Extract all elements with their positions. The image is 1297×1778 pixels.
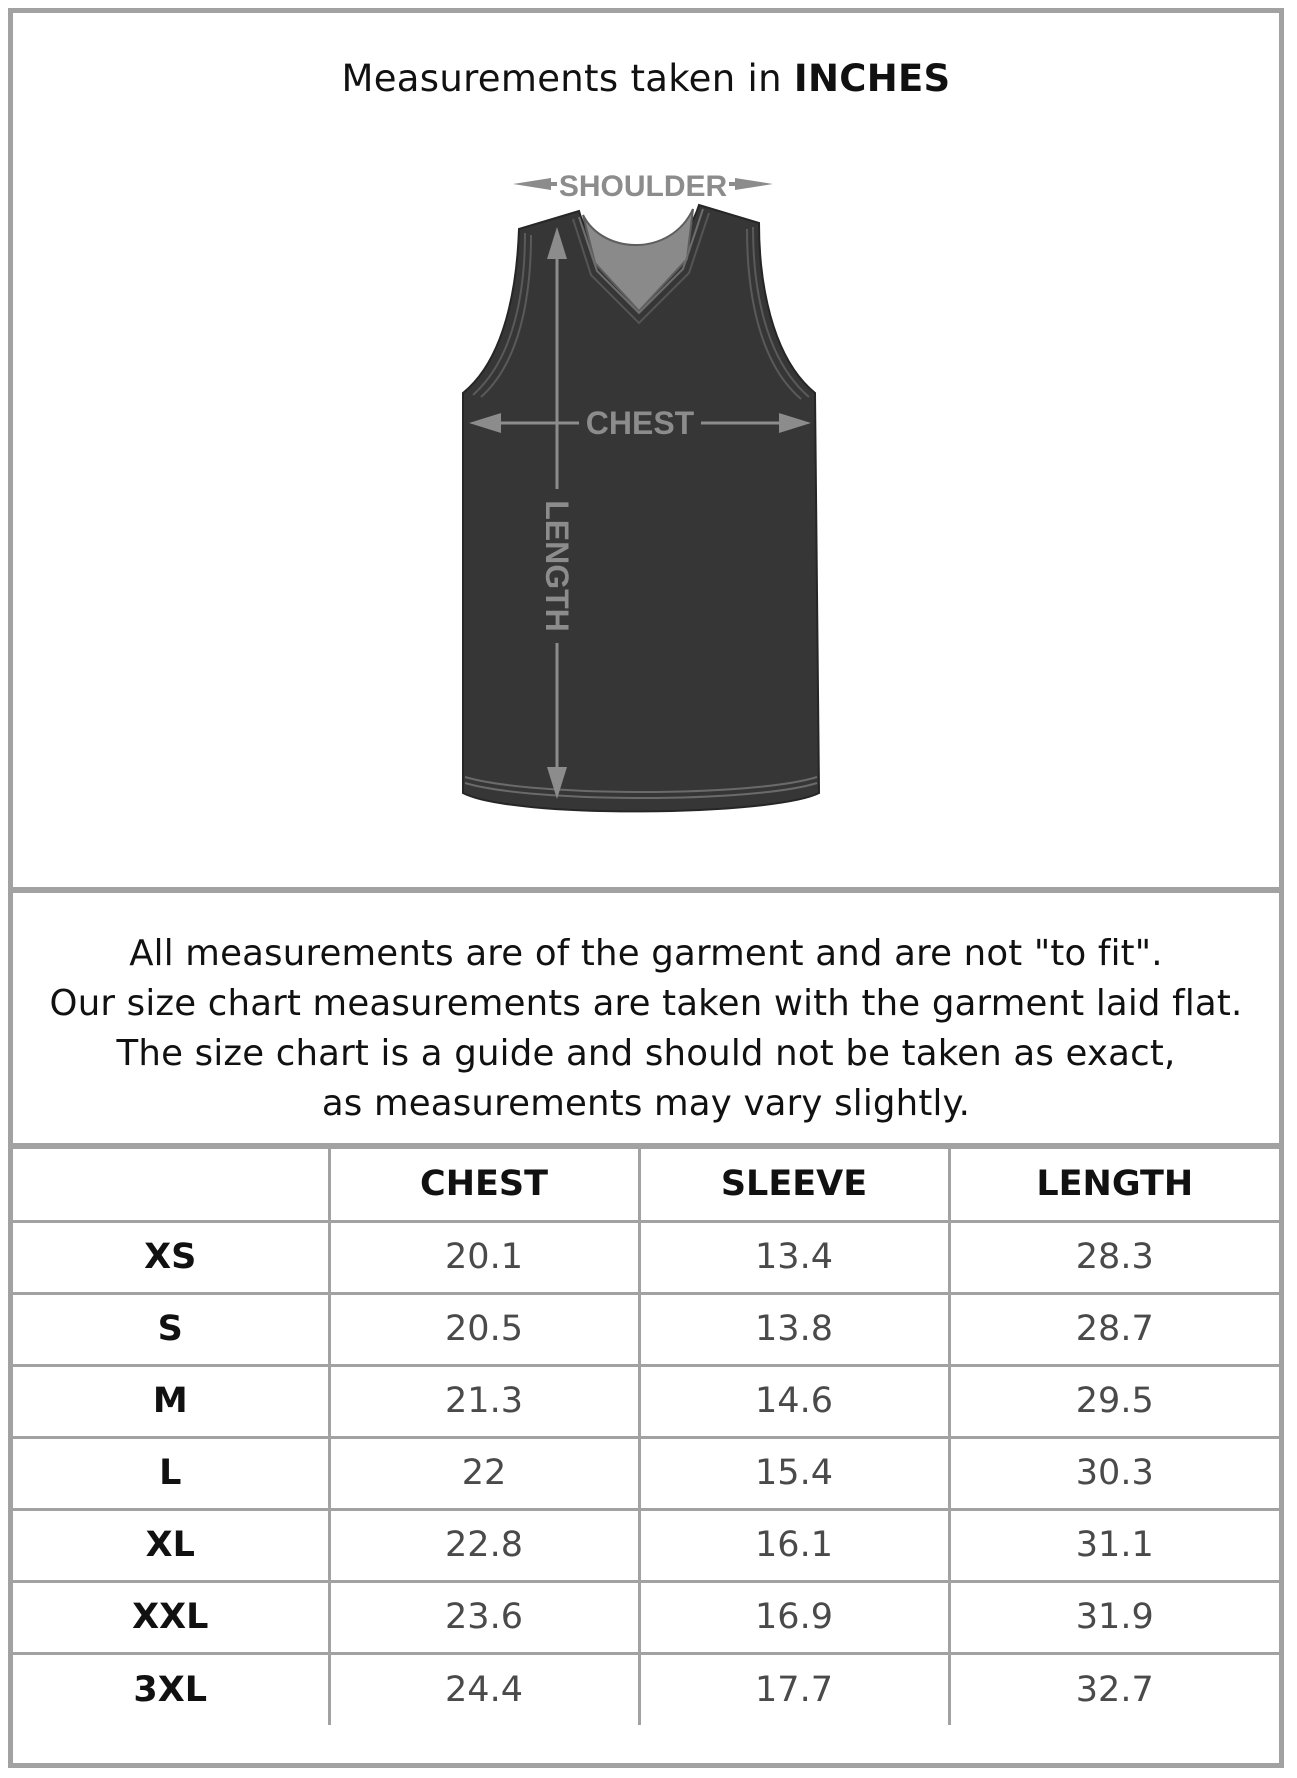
table-row — [13, 1653, 1279, 1725]
size-label: XS — [13, 1221, 329, 1293]
table-row — [13, 1293, 1279, 1365]
size-table — [13, 1149, 1279, 1725]
length-label: LENGTH — [539, 500, 575, 632]
table-row — [13, 1509, 1279, 1581]
size-label: XL — [13, 1509, 329, 1581]
length-value: 30.3 — [949, 1437, 1279, 1509]
size-label: 3XL — [13, 1653, 329, 1725]
note-line: as measurements may vary slightly. — [321, 1083, 971, 1124]
table-row — [13, 1437, 1279, 1509]
chest-value: 22 — [329, 1437, 639, 1509]
tank-top-diagram — [13, 13, 1279, 883]
size-label: L — [13, 1437, 329, 1509]
note-line: Our size chart measurements are taken with the garment laid flat. — [49, 983, 1243, 1024]
chest-value: 22.8 — [329, 1509, 639, 1581]
table-row — [13, 1581, 1279, 1653]
sleeve-value: 16.1 — [639, 1509, 949, 1581]
size-label: M — [13, 1365, 329, 1437]
column-header-length: LENGTH — [949, 1149, 1279, 1221]
size-chart-sheet — [8, 8, 1284, 1768]
diagram-panel — [13, 13, 1279, 893]
sleeve-value: 13.4 — [639, 1221, 949, 1293]
chest-value: 20.5 — [329, 1293, 639, 1365]
note-line: The size chart is a guide and should not be taken as exact, — [116, 1033, 1176, 1074]
chest-value: 20.1 — [329, 1221, 639, 1293]
chest-value: 24.4 — [329, 1653, 639, 1725]
sleeve-value: 17.7 — [639, 1653, 949, 1725]
size-label: S — [13, 1293, 329, 1365]
table-header-row — [13, 1149, 1279, 1221]
table-row — [13, 1365, 1279, 1437]
length-value: 28.3 — [949, 1221, 1279, 1293]
column-header-sleeve: SLEEVE — [639, 1149, 949, 1221]
heading-prefix: Measurements taken in — [341, 57, 794, 100]
chest-value: 23.6 — [329, 1581, 639, 1653]
column-header-chest: CHEST — [329, 1149, 639, 1221]
chest-value: 21.3 — [329, 1365, 639, 1437]
chest-label: CHEST — [585, 405, 695, 441]
length-value: 31.9 — [949, 1581, 1279, 1653]
size-label: XXL — [13, 1581, 329, 1653]
sleeve-value: 13.8 — [639, 1293, 949, 1365]
length-value: 28.7 — [949, 1293, 1279, 1365]
length-value: 31.1 — [949, 1509, 1279, 1581]
note-line: All measurements are of the garment and are not "to fit". — [129, 933, 1163, 974]
sleeve-value: 15.4 — [639, 1437, 949, 1509]
sleeve-value: 16.9 — [639, 1581, 949, 1653]
length-value: 32.7 — [949, 1653, 1279, 1725]
table-row — [13, 1221, 1279, 1293]
length-value: 29.5 — [949, 1365, 1279, 1437]
shoulder-label: SHOULDER — [558, 170, 728, 203]
measurement-notes — [13, 893, 1279, 1149]
sleeve-value: 14.6 — [639, 1365, 949, 1437]
column-header-size — [13, 1149, 329, 1221]
heading-unit: INCHES — [793, 57, 951, 100]
